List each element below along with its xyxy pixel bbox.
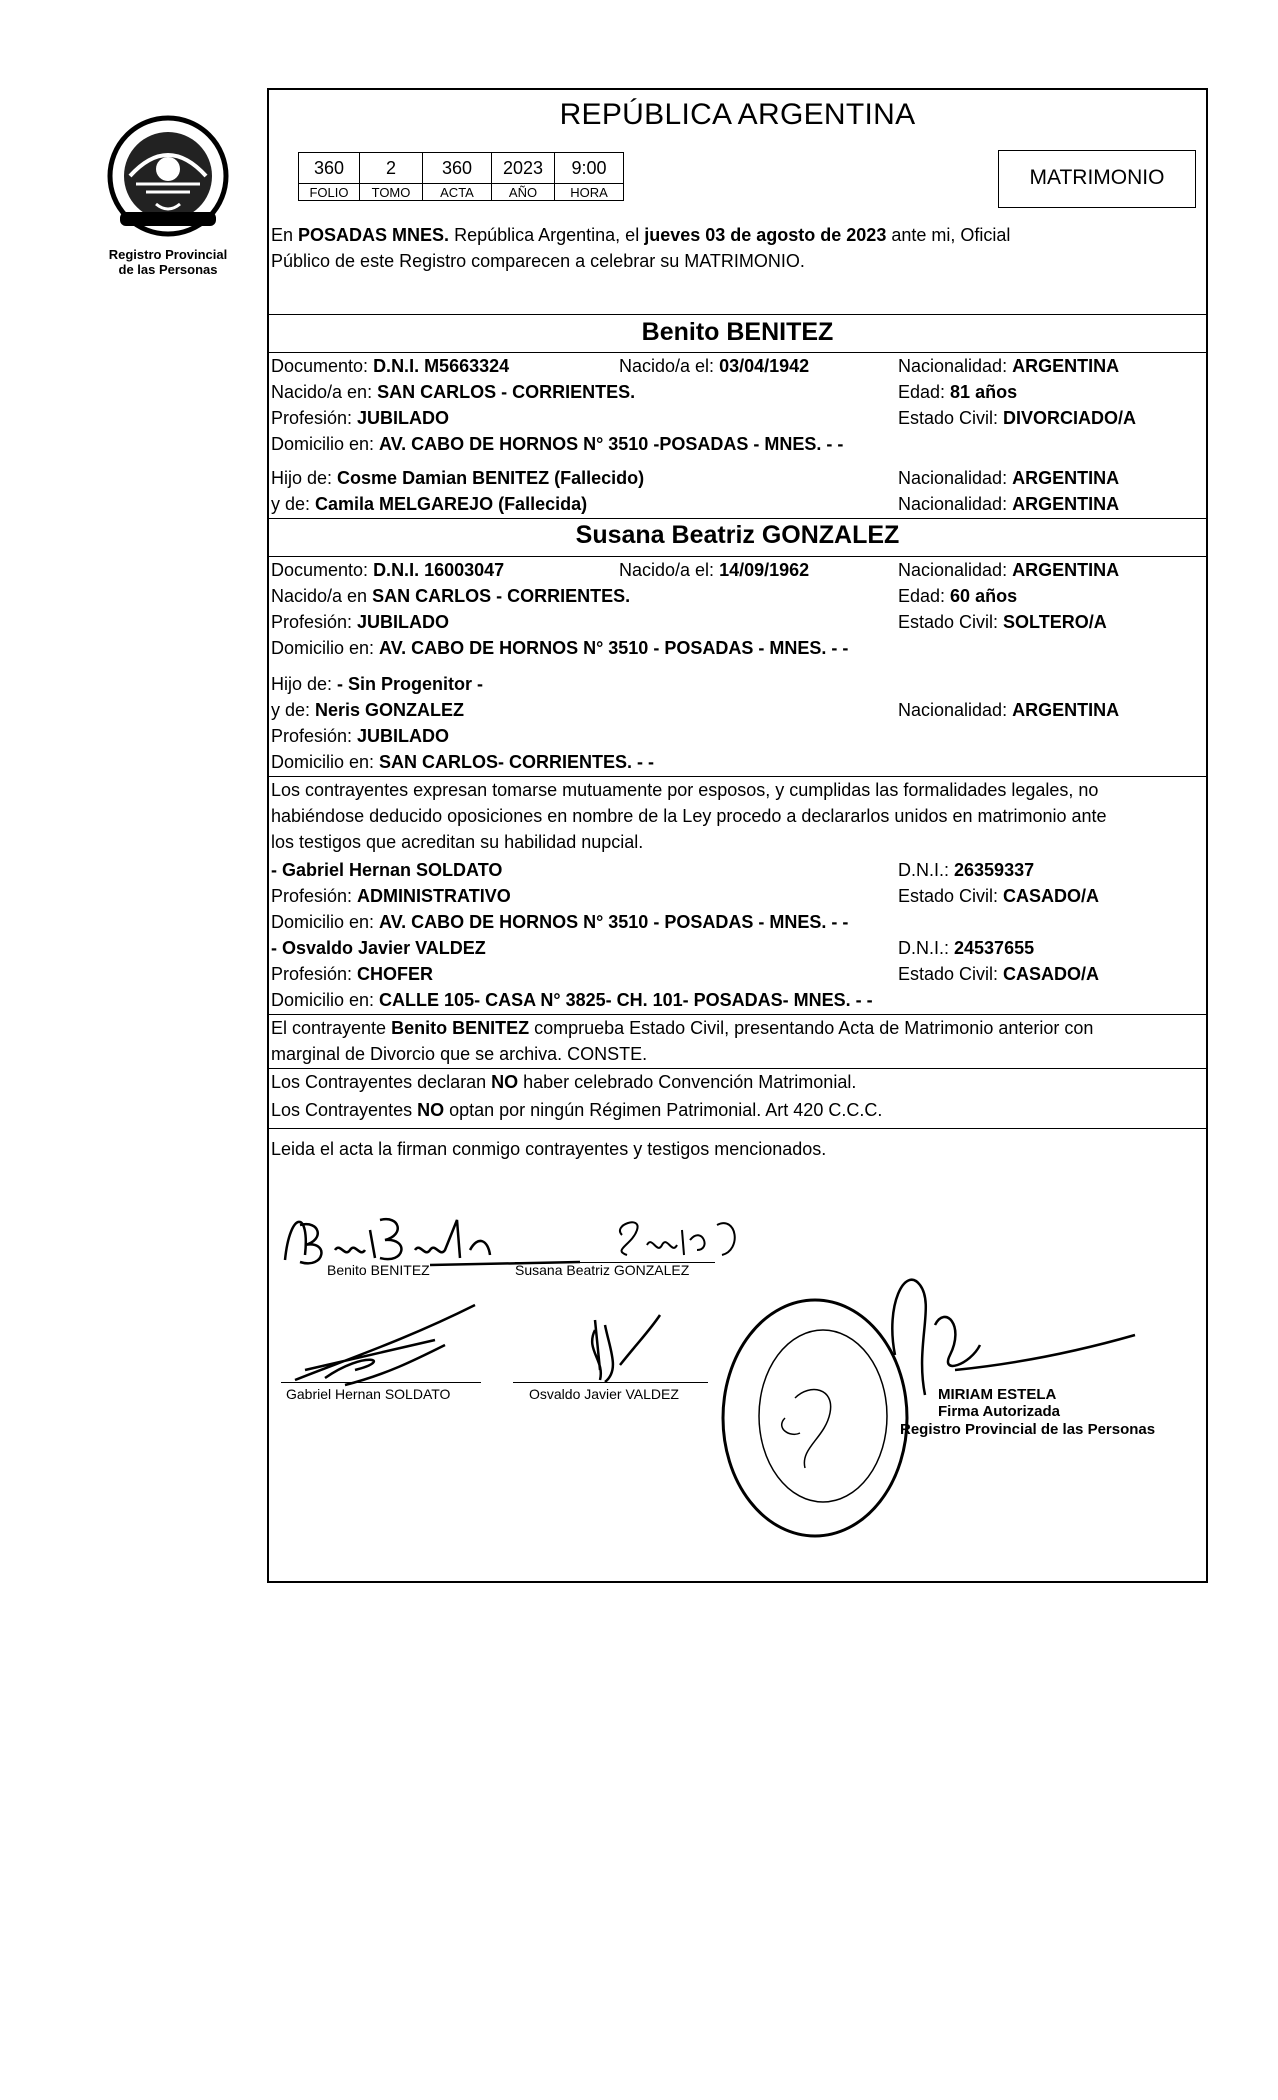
official-office: Registro Provincial de las Personas	[900, 1421, 1156, 1438]
year-label: AÑO	[492, 184, 555, 201]
witness2-civil-status	[898, 961, 1099, 987]
divider	[269, 1128, 1206, 1129]
regime-text: optan por ningún Régimen Patrimonial. Art 420 C.C.C.	[444, 1100, 883, 1120]
witness1-name: - Gabriel Hernan SOLDATO	[271, 860, 503, 880]
spouse2-address	[271, 635, 848, 661]
label: Estado Civil:	[898, 886, 1004, 906]
label: Domicilio en:	[271, 912, 380, 932]
regime-line-2	[271, 1097, 882, 1123]
label: Domicilio en:	[271, 638, 380, 658]
witness2-dni	[898, 935, 1034, 961]
value: JUBILADO	[357, 408, 450, 428]
province-seal-logo	[106, 114, 230, 238]
label: Estado Civil:	[898, 612, 1004, 632]
civil-status-note-line-2: marginal de Divorcio que se archiva. CONSTE.	[271, 1044, 648, 1064]
regime-line-1	[271, 1069, 856, 1095]
witness1-civil-status	[898, 883, 1099, 909]
intro-text: República Argentina, el	[449, 225, 645, 245]
value: CALLE 105- CASA N° 3825- CH. 101- POSADAS- MNES. - -	[379, 990, 873, 1010]
spouse2-mother-profession	[271, 723, 449, 749]
folio-label: FOLIO	[299, 184, 360, 201]
witness1-signature-label: Gabriel Hernan SOLDATO	[286, 1386, 451, 1402]
value: 60 años	[950, 586, 1018, 606]
value: SAN CARLOS - CORRIENTES.	[372, 586, 631, 606]
hour-value: 9:00	[555, 153, 624, 184]
label: Nacionalidad:	[898, 494, 1013, 514]
spouse2-civil-status	[898, 609, 1107, 635]
acta-value: 360	[423, 153, 492, 184]
value: CHOFER	[357, 964, 434, 984]
official-name: MIRIAM ESTELA	[938, 1386, 1057, 1403]
folio-value: 360	[299, 153, 360, 184]
label: Hijo de:	[271, 674, 338, 694]
spouse2-father	[271, 671, 483, 697]
label: Profesión:	[271, 612, 358, 632]
spouse1-nationality	[898, 353, 1119, 379]
civil-status-note-line-1	[271, 1015, 1093, 1041]
note-text: comprueba Estado Civil, presentando Acta de Matrimonio anterior con	[529, 1018, 1094, 1038]
value: Camila MELGAREJO (Fallecida)	[315, 494, 588, 514]
official-role: Firma Autorizada	[938, 1403, 1060, 1420]
label: Domicilio en:	[271, 990, 380, 1010]
spouse2-signature	[612, 1210, 742, 1270]
value: ARGENTINA	[1012, 468, 1120, 488]
spouse1-father-nationality	[898, 465, 1119, 491]
tomo-value: 2	[360, 153, 423, 184]
spouse2-birthplace	[271, 583, 630, 609]
witness1-signature	[285, 1300, 485, 1390]
spouse1-document	[271, 353, 509, 379]
label: Nacido/a en:	[271, 382, 378, 402]
divider	[269, 518, 1206, 519]
record-info-table	[298, 152, 624, 201]
label: Profesión:	[271, 886, 358, 906]
signature-line	[515, 1262, 715, 1263]
value: CASADO/A	[1003, 886, 1100, 906]
spouse2-nationality	[898, 557, 1119, 583]
value: AV. CABO DE HORNOS N° 3510 - POSADAS - MNES. - -	[379, 638, 849, 658]
act-type-box: MATRIMONIO	[998, 150, 1196, 208]
witness2-signature	[580, 1310, 680, 1390]
value: SAN CARLOS- CORRIENTES. - -	[379, 752, 655, 772]
label: Hijo de:	[271, 468, 338, 488]
acta-label: ACTA	[423, 184, 492, 201]
value: 26359337	[954, 860, 1035, 880]
spouse1-age	[898, 379, 1017, 405]
value: CASADO/A	[1003, 964, 1100, 984]
regime-text: haber celebrado Convención Matrimonial.	[518, 1072, 857, 1092]
tomo-label: TOMO	[360, 184, 423, 201]
label: Nacionalidad:	[898, 560, 1013, 580]
spouse1-birthplace	[271, 379, 635, 405]
declaration-line-2: habiéndose deducido oposiciones en nombre de la Ley procedo a declararlos unidos en matrimonio ante	[271, 806, 1107, 826]
value: ARGENTINA	[1012, 700, 1120, 720]
value: SAN CARLOS - CORRIENTES.	[377, 382, 636, 402]
regime-no: NO	[491, 1072, 519, 1092]
signature-line	[513, 1382, 708, 1383]
spouse2-birthdate	[619, 557, 809, 583]
divider	[269, 314, 1206, 315]
label: Nacionalidad:	[898, 700, 1013, 720]
value: ARGENTINA	[1012, 560, 1120, 580]
value: Cosme Damian BENITEZ (Fallecido)	[337, 468, 645, 488]
intro-text: ante mi, Oficial	[886, 225, 1011, 245]
spouse2-name-heading: Susana Beatriz GONZALEZ	[575, 521, 900, 549]
label: Profesión:	[271, 964, 358, 984]
value: - Sin Progenitor -	[337, 674, 484, 694]
note-name: Benito BENITEZ	[391, 1018, 530, 1038]
spouse2-mother-address	[271, 749, 654, 775]
label: y de:	[271, 494, 316, 514]
value: ADMINISTRATIVO	[357, 886, 511, 906]
value: D.N.I. 16003047	[373, 560, 505, 580]
label: D.N.I.:	[898, 860, 955, 880]
value: AV. CABO DE HORNOS N° 3510 -POSADAS - MNES. - -	[379, 434, 844, 454]
label: Documento:	[271, 560, 374, 580]
label: Domicilio en:	[271, 752, 380, 772]
witness1-profession	[271, 883, 511, 909]
label: Domicilio en:	[271, 434, 380, 454]
spouse1-profession	[271, 405, 449, 431]
spouse1-father	[271, 465, 644, 491]
spouse1-birthdate	[619, 353, 809, 379]
value: JUBILADO	[357, 726, 450, 746]
label: D.N.I.:	[898, 938, 955, 958]
regime-text: Los Contrayentes declaran	[271, 1072, 492, 1092]
closing-statement: Leida el acta la firman conmigo contrayentes y testigos mencionados.	[271, 1139, 827, 1159]
intro-line-2: Público de este Registro comparecen a celebrar su MATRIMONIO.	[271, 251, 805, 271]
year-value: 2023	[492, 153, 555, 184]
label: Edad:	[898, 586, 951, 606]
label: Nacido/a el:	[619, 560, 720, 580]
value: 03/04/1942	[719, 356, 810, 376]
hour-label: HORA	[555, 184, 624, 201]
label: Estado Civil:	[898, 408, 1004, 428]
value: JUBILADO	[357, 612, 450, 632]
label: Nacido/a el:	[619, 356, 720, 376]
spouse2-mother-nationality	[898, 697, 1119, 723]
declaration-line-3: los testigos que acreditan su habilidad nupcial.	[271, 832, 644, 852]
label: Nacionalidad:	[898, 468, 1013, 488]
spouse1-signature-label: Benito BENITEZ	[327, 1262, 430, 1278]
label: Edad:	[898, 382, 951, 402]
witness2-name: - Osvaldo Javier VALDEZ	[271, 938, 486, 958]
declaration-line-1: Los contrayentes expresan tomarse mutuamente por esposos, y cumplidas las formalidades legales, no	[271, 780, 1099, 800]
note-text: El contrayente	[271, 1018, 392, 1038]
value: ARGENTINA	[1012, 494, 1120, 514]
witness2-profession	[271, 961, 433, 987]
value: 81 años	[950, 382, 1018, 402]
value: DIVORCIADO/A	[1003, 408, 1137, 428]
document-title: REPÚBLICA ARGENTINA	[559, 98, 916, 131]
logo-caption-line1: Registro Provincial	[108, 247, 228, 262]
intro-text: En	[271, 225, 299, 245]
spouse2-profession	[271, 609, 449, 635]
spouse1-mother-nationality	[898, 491, 1119, 517]
regime-text: Los Contrayentes	[271, 1100, 418, 1120]
label: Estado Civil:	[898, 964, 1004, 984]
witness1-address	[271, 909, 848, 935]
label: Nacido/a en	[271, 586, 373, 606]
witness2-address	[271, 987, 873, 1013]
label: y de:	[271, 700, 316, 720]
intro-place: POSADAS MNES.	[298, 225, 450, 245]
value: D.N.I. M5663324	[373, 356, 510, 376]
spouse1-civil-status	[898, 405, 1136, 431]
logo-caption	[76, 247, 260, 277]
spouse2-document	[271, 557, 504, 583]
value: 14/09/1962	[719, 560, 810, 580]
spouse1-address	[271, 431, 843, 457]
witness1-dni	[898, 857, 1034, 883]
value: AV. CABO DE HORNOS N° 3510 - POSADAS - MNES. - -	[379, 912, 849, 932]
spouse2-age	[898, 583, 1017, 609]
witness2-signature-label: Osvaldo Javier VALDEZ	[529, 1386, 679, 1402]
spouse2-signature-label: Susana Beatriz GONZALEZ	[515, 1262, 690, 1278]
spouse1-mother	[271, 491, 587, 517]
spouse2-mother	[271, 697, 464, 723]
label: Nacionalidad:	[898, 356, 1013, 376]
value: ARGENTINA	[1012, 356, 1120, 376]
label: Profesión:	[271, 408, 358, 428]
value: Neris GONZALEZ	[315, 700, 465, 720]
label: Documento:	[271, 356, 374, 376]
spouse1-name-heading: Benito BENITEZ	[641, 318, 834, 346]
regime-no: NO	[417, 1100, 445, 1120]
intro-line-1	[271, 222, 1010, 248]
value: SOLTERO/A	[1003, 612, 1107, 632]
intro-date: jueves 03 de agosto de 2023	[644, 225, 887, 245]
logo-caption-line2: de las Personas	[118, 262, 218, 277]
label: Profesión:	[271, 726, 358, 746]
signature-line	[281, 1382, 481, 1383]
value: 24537655	[954, 938, 1035, 958]
